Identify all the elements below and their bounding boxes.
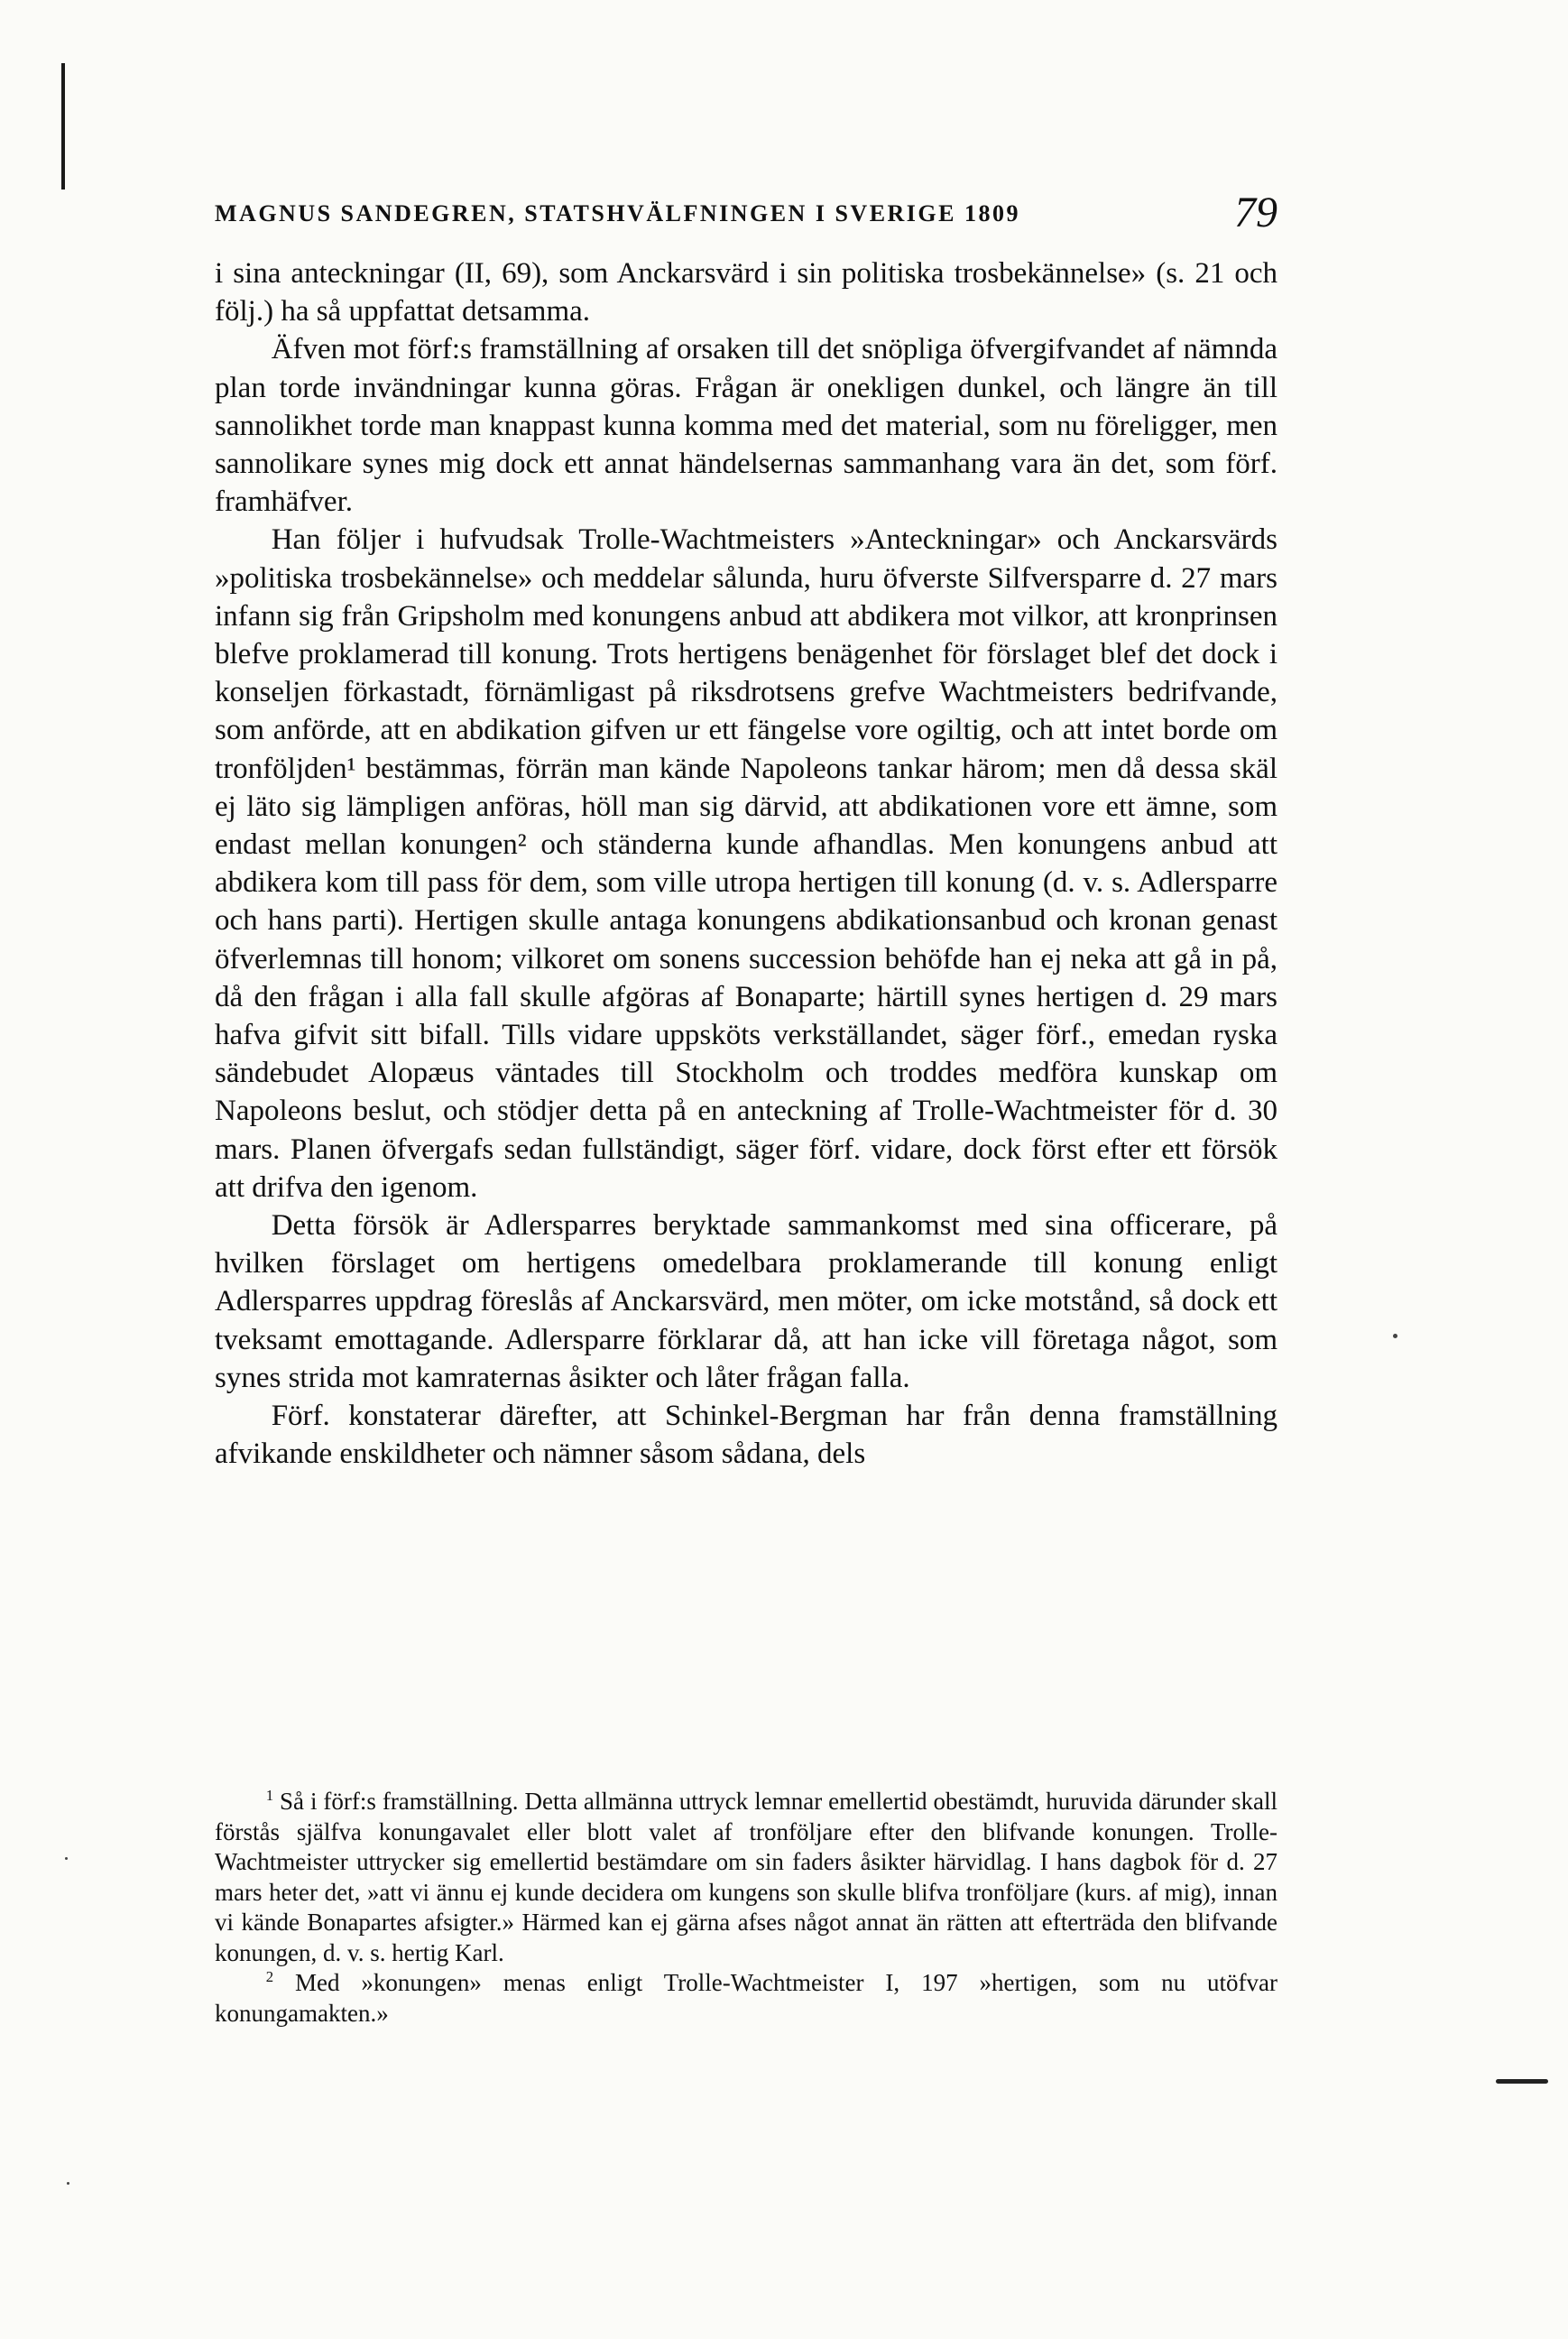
footnote-mark: 1 (265, 1787, 274, 1804)
running-head: MAGNUS SANDEGREN, STATSHVÄLFNINGEN I SVERIGE 1809 (215, 200, 1020, 227)
page-number: 79 (1234, 189, 1277, 236)
paper-speck (1393, 1334, 1397, 1338)
paper-speck (65, 1857, 68, 1860)
page-header (215, 188, 1277, 242)
paragraph: Han följer i hufvudsak Trolle-Wachtmeisters »Anteckningar» och Anckarsvärds »politiska trosbekännelse» och meddelar sålunda, huru öfverste Silfversparre d. 27 mars infann sig från Gripsholm med konungens anbud att abdikera mot vilkor, att kronprinsen blefve proklamerad till konung. Trots hertigens benägenhet för förslaget blef det dock i konseljen förkastadt, förnämligast på riksdrotsens grefve Wachtmeisters bedrifvande, som anförde, att en abdikation gifven ur ett fängelse vore ogiltig, och att intet borde om tronföljden¹ bestämmas, förrän man kände Napoleons tankar härom; men då dessa skäl ej läto sig lämpligen anföras, höll man sig därvid, att abdikationen vore ett ämne, som endast mellan konungen² och ständerna kunde afhandlas. Men konungens anbud att abdikera kom till pass för dem, som ville utropa hertigen till konung (d. v. s. Adlersparre och hans parti). Hertigen skulle antaga konungens abdikationsanbud och kronan genast öfverlemnas till honom; vilkoret om sonens succession behöfde han ej neka att gå in på, då den frågan i alla fall skulle afgöras af Bonaparte; härtill synes hertigen d. 29 mars hafva gifvit sitt bifall. Tills vidare uppsköts verkställandet, säger förf., emedan ryska sändebudet Alopæus väntades till Stockholm och troddes medföra kunskap om Napoleons beslut, och stödjer detta på en anteckning af Trolle-Wachtmeister för d. 30 mars. Planen öfvergafs sedan fullständigt, säger förf. vidare, dock först efter ett försök att drifva den igenom. (215, 523, 1277, 1204)
footnote (215, 1787, 1277, 1968)
paragraph: Äfven mot förf:s framställning af orsaken till det snöpliga öfvergifvandet af nämnda plan torde invändningar kunna göras. Frågan är onekligen dunkel, och längre än till sannolikhet torde man knappast kunna komma med det material, som nu föreligger, men sannolikare synes mig dock ett annat händelsernas sammanhang vara än det, som förf. framhäfver. (215, 333, 1277, 519)
footnote-text: Med »konungen» menas enligt Trolle-Wachtmeister I, 197 »hertigen, som nu utöfvar konungamakten.» (215, 1969, 1278, 2027)
paragraph: Förf. konstaterar därefter, att Schinkel-Bergman har från denna framställning afvikande enskildheter och nämner såsom sådana, dels (215, 1400, 1277, 1471)
paragraph: Detta försök är Adlersparres beryktade sammankomst med sina officerare, på hvilken förslaget om hertigens omedelbara proklamerande till konung enligt Adlersparres uppdrag föreslås af Anckarsvärd, men möter, om icke motstånd, så dock ett tveksamt emottagande. Adlersparre förklarar då, att han icke vill företaga något, som synes strida mot kamraternas åsikter och låter frågan falla. (215, 1209, 1277, 1394)
paper-speck (67, 2182, 69, 2185)
footnotes (215, 1787, 1277, 2029)
footnote (215, 1968, 1277, 2029)
footnote-mark: 2 (265, 1968, 274, 1985)
margin-binding-rule (61, 63, 65, 190)
body-text (215, 254, 1277, 1474)
margin-mark (1496, 2079, 1548, 2084)
paragraph-continuation: i sina anteckningar (II, 69), som Anckarsvärd i sin politiska trosbekännelse» (s. 21 och följ.) ha så uppfattat detsamma. (215, 257, 1277, 328)
footnote-text: Så i förf:s framställning. Detta allmänna uttryck lemnar emellertid obestämdt, huruvida därunder skall förstås själfva konungavalet eller blott valet af tronföljare efter den blifvande konungen. Trolle-Wachtmeister uttrycker sig emellertid bestämdare om sin faders åsikter härvidlag. I hans dagbok för d. 27 mars heter det, »att vi ännu ej kunde decidera om kungens son skulle blifva tronföljare (kurs. af mig), innan vi kände Bonapartes afsigter.» Härmed kan ej gärna afses något annat än rätten att efterträda den blifvande konungen, d. v. s. hertig Karl. (215, 1788, 1278, 1966)
